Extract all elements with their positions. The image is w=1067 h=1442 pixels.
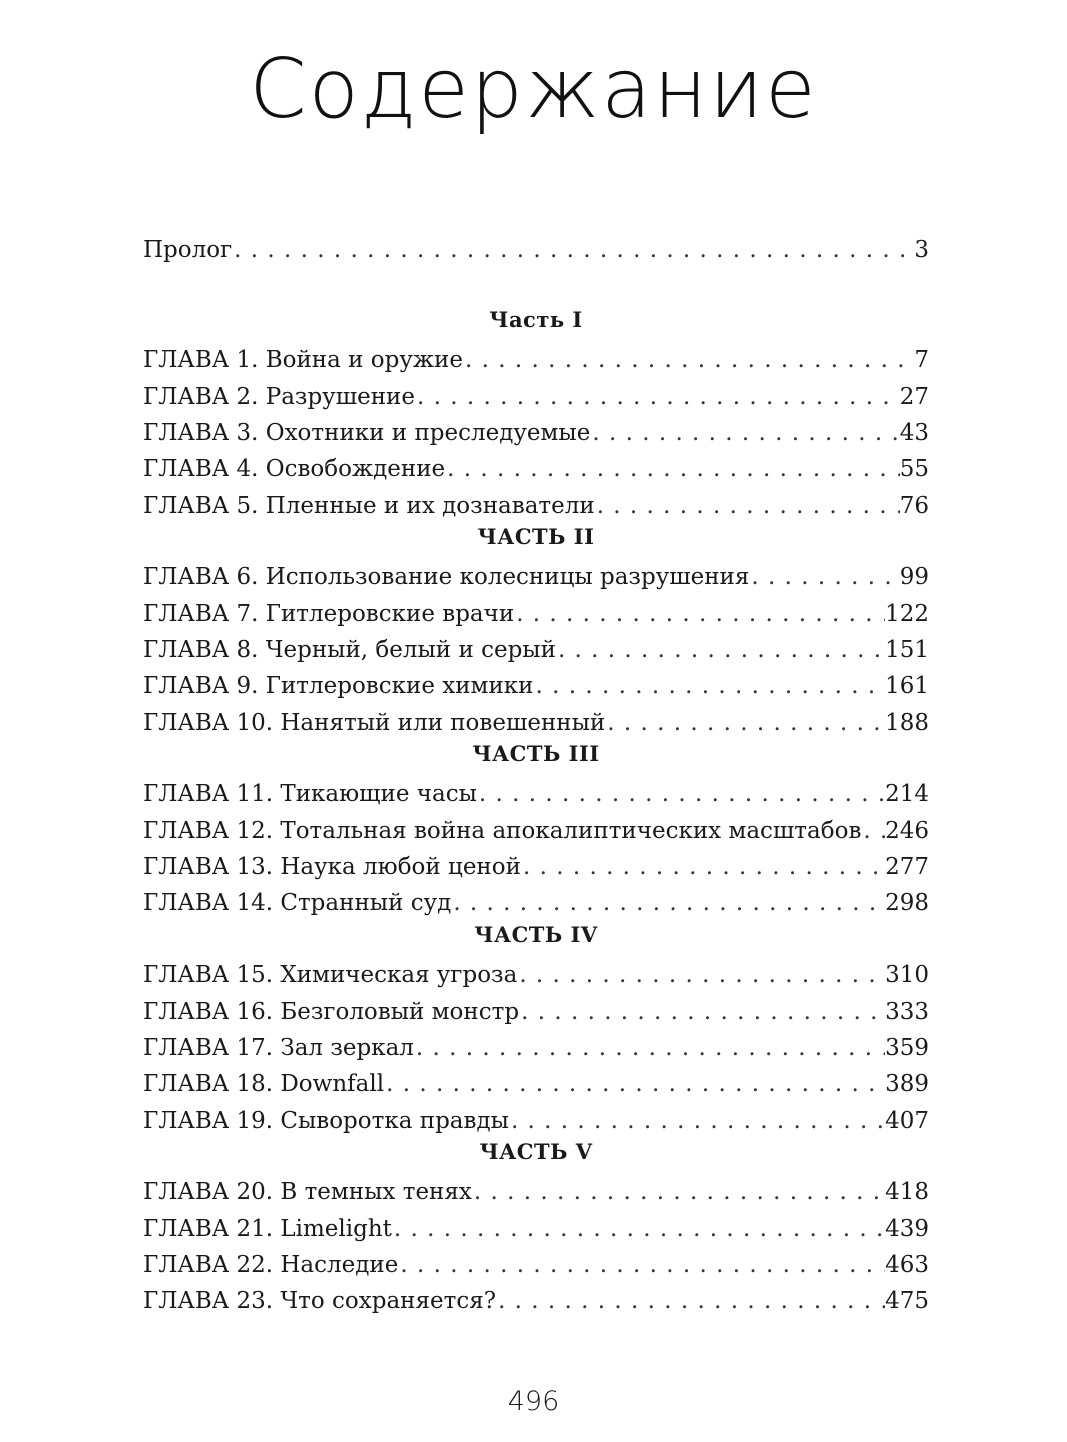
- dot-leader: [607, 709, 885, 737]
- toc-entry-label: ГЛАВА 10. Нанятый или повешенный: [143, 709, 606, 736]
- dot-leader: [417, 383, 900, 411]
- toc-entry-label: ГЛАВА 2. Разрушение: [143, 383, 415, 410]
- toc-entry-page: 7: [914, 347, 929, 374]
- toc-entry-label: ГЛАВА 14. Странный суд: [143, 890, 452, 917]
- dot-leader: [535, 672, 885, 700]
- toc-entry-page: 188: [885, 709, 929, 736]
- toc-entry-label: ГЛАВА 8. Черный, белый и серый: [143, 636, 556, 663]
- toc-entry: [143, 845, 929, 881]
- dot-leader: [519, 961, 885, 989]
- toc-entry-label: ГЛАВА 19. Сыворотка правды: [143, 1107, 509, 1134]
- toc-entry: [143, 1026, 929, 1062]
- toc-entry: [143, 881, 929, 917]
- toc-entry: [143, 1062, 929, 1098]
- toc-entry-page: 359: [885, 1034, 929, 1061]
- toc-entry: [143, 1099, 929, 1135]
- dot-leader: [751, 563, 899, 591]
- dot-leader: [592, 419, 899, 447]
- toc-entry-page: 55: [899, 456, 929, 483]
- toc-entry-page: 214: [885, 781, 929, 808]
- toc-entry: [143, 1170, 929, 1206]
- dot-leader: [447, 455, 900, 483]
- toc-entry-label: ГЛАВА 1. Война и оружие: [143, 347, 464, 374]
- toc-entry-page: 122: [885, 600, 929, 627]
- part-heading: Часть I: [489, 307, 583, 332]
- toc-entry: [143, 447, 929, 483]
- toc-entry: [143, 592, 929, 628]
- dot-leader: [394, 1215, 885, 1243]
- dot-leader: [516, 600, 885, 628]
- toc-entry-page: 298: [885, 890, 929, 917]
- dot-leader: [386, 1070, 885, 1098]
- dot-leader: [234, 236, 914, 264]
- toc-entry-label: ГЛАВА 3. Охотники и преследуемые: [143, 419, 591, 446]
- toc-entry: [143, 809, 929, 845]
- toc-entry-page: 439: [885, 1215, 929, 1242]
- toc-entry-page: 333: [885, 998, 929, 1025]
- part-heading: ЧАСТЬ V: [479, 1139, 593, 1164]
- toc-entry-label: ГЛАВА 23. Что сохраняется?: [143, 1288, 497, 1315]
- toc-entry-label: ГЛАВА 20. В темных тенях: [143, 1179, 472, 1206]
- toc-entry-label: ГЛАВА 13. Наука любой ценой: [143, 853, 521, 880]
- toc-entry-page: 99: [899, 564, 929, 591]
- toc-entry: [143, 701, 929, 737]
- toc-entry-label: ГЛАВА 7. Гитлеровские врачи: [143, 600, 515, 627]
- toc-entry-label: ГЛАВА 11. Тикающие часы: [143, 781, 477, 808]
- toc-entry: [143, 1243, 929, 1279]
- toc-entry-label: ГЛАВА 15. Химическая угроза: [143, 962, 518, 989]
- dot-leader: [453, 889, 885, 917]
- dot-leader: [597, 492, 900, 520]
- toc-entry-page: 76: [899, 492, 929, 519]
- toc-entry-label: ГЛАВА 18. Downfall: [143, 1071, 385, 1098]
- toc-entry-label: ГЛАВА 17. Зал зеркал: [143, 1034, 414, 1061]
- toc-entry-page: 418: [885, 1179, 929, 1206]
- toc-entry-page: 151: [885, 636, 929, 663]
- dot-leader: [465, 346, 914, 374]
- toc-entry-page: 310: [885, 962, 929, 989]
- toc-entry-page: 407: [885, 1107, 929, 1134]
- dot-leader: [474, 1178, 885, 1206]
- toc-entry-label: ГЛАВА 9. Гитлеровские химики: [143, 673, 534, 700]
- toc-entry: [143, 555, 929, 591]
- page-number: 496: [507, 1386, 560, 1417]
- toc-entry-page: 27: [899, 383, 929, 410]
- toc-entry: [143, 628, 929, 664]
- dot-leader: [863, 817, 885, 845]
- dot-leader: [511, 1107, 885, 1135]
- dot-leader: [523, 853, 885, 881]
- toc-entry-label: ГЛАВА 12. Тотальная война апокалиптических масштабов: [143, 817, 862, 844]
- toc-entry: [143, 375, 929, 411]
- toc-entry-label: ГЛАВА 6. Использование колесницы разрушения: [143, 564, 750, 591]
- toc-entry: [143, 411, 929, 447]
- toc-entry-page: 475: [885, 1288, 929, 1315]
- part-heading: ЧАСТЬ II: [477, 524, 595, 549]
- dot-leader: [498, 1287, 885, 1315]
- toc-entry-page: 277: [885, 853, 929, 880]
- toc-entry-page: 43: [899, 419, 929, 446]
- toc-entry: [143, 1207, 929, 1243]
- toc-entry-label: ГЛАВА 21. Limelight: [143, 1215, 392, 1242]
- toc-entry-label: Пролог: [143, 237, 233, 263]
- toc-entry-label: ГЛАВА 16. Безголовый монстр: [143, 998, 520, 1025]
- part-heading: ЧАСТЬ III: [472, 741, 600, 766]
- toc-entry-page: 389: [885, 1071, 929, 1098]
- toc-entry-label: ГЛАВА 5. Пленные и их дознаватели: [143, 492, 595, 519]
- toc-entry-prologue: [143, 228, 929, 264]
- toc-entry-page: 3: [914, 237, 929, 263]
- page-title: Содержание: [249, 42, 818, 137]
- toc-entry: [143, 1279, 929, 1315]
- toc-entry: [143, 338, 929, 374]
- dot-leader: [416, 1034, 885, 1062]
- toc-entry-page: 161: [885, 673, 929, 700]
- toc-entry-page: 463: [885, 1251, 929, 1278]
- toc-entry: [143, 484, 929, 520]
- toc-entry: [143, 990, 929, 1026]
- toc-entry: [143, 953, 929, 989]
- dot-leader: [400, 1251, 885, 1279]
- toc-entry-page: 246: [885, 817, 929, 844]
- dot-leader: [521, 998, 885, 1026]
- toc-entry: [143, 772, 929, 808]
- dot-leader: [479, 780, 885, 808]
- toc-entry: [143, 664, 929, 700]
- dot-leader: [558, 636, 885, 664]
- part-heading: ЧАСТЬ IV: [474, 922, 598, 947]
- toc-entry-label: ГЛАВА 4. Освобождение: [143, 456, 446, 483]
- toc-entry-label: ГЛАВА 22. Наследие: [143, 1251, 399, 1278]
